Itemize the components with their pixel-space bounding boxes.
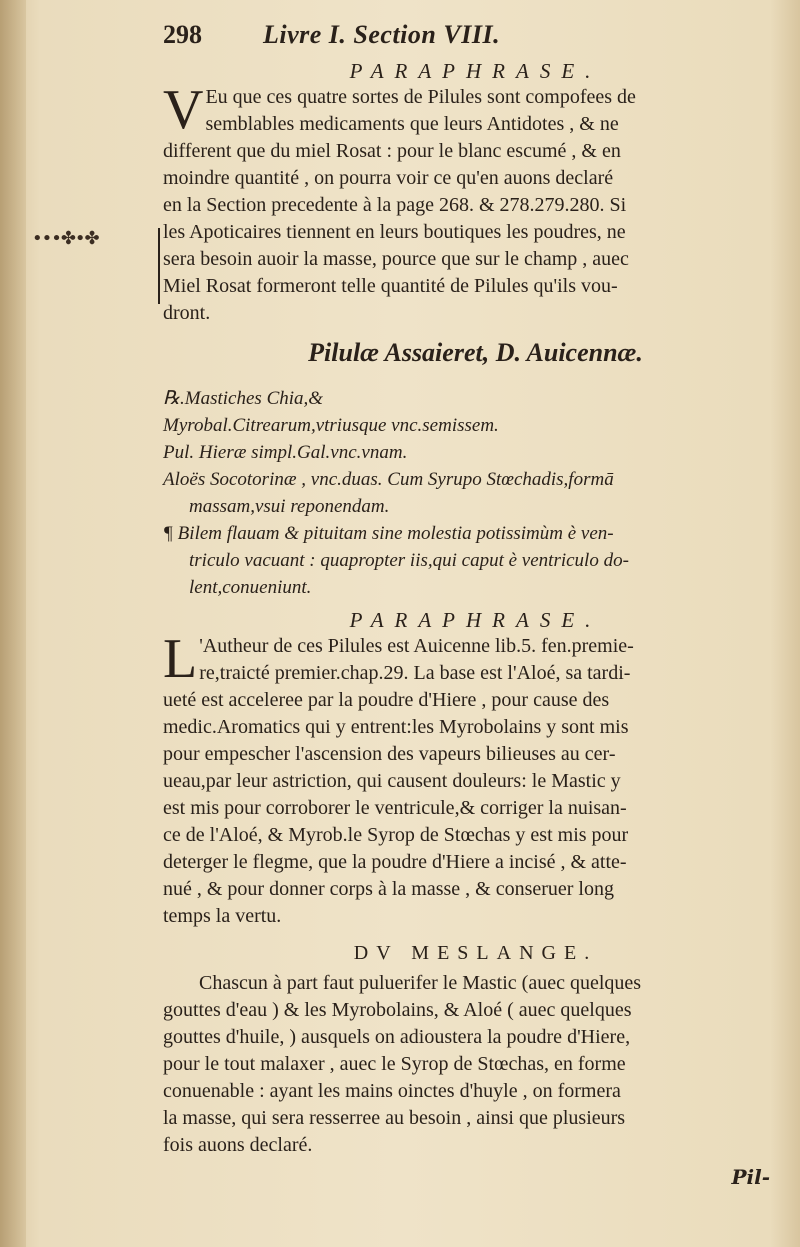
text-line: les Apoticaires tiennent en leurs boutiques les poudres, ne [163,221,626,243]
text-line: Miel Rosat formeront telle quantité de Pilules qu'ils vou- [163,275,618,297]
text-line: nué , & pour donner corps à la masse , & conseruer long [163,878,614,900]
text-column [163,20,788,1159]
text-line: est mis pour corroborer le ventricule,& corriger la nuisan- [163,797,627,819]
text-line: temps la vertu. [163,905,282,927]
text-line: Chascun à part faut puluerifer le Mastic (auec quelques [199,972,642,994]
meslange-body [163,970,788,1159]
page-number: 298 [163,20,202,49]
text-line: pour empescher l'ascension des vapeurs bilieuses au cer- [163,743,616,765]
page-header [163,20,788,56]
text-line: medic.Aromatics qui y entrent:les Myrobolains y sont mis [163,716,629,738]
text-line: dront. [163,302,211,324]
text-line: pour le tout malaxer , auec le Syrop de Stœchas, en forme [163,1053,626,1075]
recipe-line: Myrobal.Citrearum,vtriusque vnc.semissem. [163,415,499,436]
text-line: ueté est acceleree par la poudre d'Hiere , pour cause des [163,689,610,711]
text-line: gouttes d'huile, ) ausquels on adioustera la poudre d'Hiere, [163,1026,631,1048]
text-line: conuenable : ayant les mains oinctes d'huyle , on formera [163,1080,621,1102]
page-binding-shadow [0,0,26,1247]
text-line: Eu que ces quatre sortes de Pilules sont compofees de [205,86,636,108]
section-title-paraphrase-1: PARAPHRASE. [349,59,602,83]
catchword: Pil- [731,1165,770,1189]
running-head: Livre I. Section VIII. [263,20,501,49]
text-line: sera besoin auoir la masse, pource que sur le champ , auec [163,248,629,270]
text-line: 'Autheur de ces Pilules est Auicenne lib.5. fen.premie- [199,635,634,657]
text-line: fois auons declaré. [163,1134,313,1156]
text-line: ce de l'Aloé, & Myrob.le Syrop de Stœchas y est mis pour [163,824,629,846]
section-title-meslange: DV MESLANGE. [353,942,598,964]
margin-bracket [158,228,160,304]
text-line: moindre quantité , on pourra voir ce qu'en auons declaré [163,167,614,189]
text-line: la masse, qui sera resserree au besoin , ainsi que plusieurs [163,1107,626,1129]
text-line: ueau,par leur astriction, qui causent douleurs: le Mastic y [163,770,621,792]
paraphrase-2-body [163,628,788,930]
recipe-line: massam,vsui reponendam. [189,496,390,517]
recipe-line: Pul. Hieræ simpl.Gal.vnc.vnam. [163,442,408,463]
recipe-title: Pilulæ Assaieret, D. Auicennæ. [308,338,643,367]
margin-ornament: •••✤•✤ [32,228,99,249]
drop-cap: V [163,79,204,141]
recipe-note-line: ¶ Bilem flauam & pituitam sine molestia potissimùm è ven- [163,523,614,544]
text-line: deterger le flegme, que la poudre d'Hiere a incisé , & atte- [163,851,627,873]
text-line: en la Section precedente à la page 268. & 278.279.280. Si [163,194,627,216]
recipe-line: ℞.Mastiches Chia,& [163,388,324,409]
section-title-paraphrase-2: PARAPHRASE. [349,608,602,632]
recipe-note-line: triculo vacuant : quapropter iis,qui caput è ventriculo do- [189,550,629,571]
text-line: different que du miel Rosat : pour le blanc escumé , & en [163,140,621,162]
recipe-block [163,385,788,601]
text-line: semblables medicaments que leurs Antidotes , & ne [205,113,619,135]
text-line: re,traicté premier.chap.29. La base est l'Aloé, sa tardi- [199,662,631,684]
paraphrase-1-body [163,79,788,327]
recipe-line: Aloës Socotorinæ , vnc.duas. Cum Syrupo Stœchadis,formā [163,469,614,490]
drop-cap: L [163,628,198,690]
text-line: gouttes d'eau ) & les Myrobolains, & Aloé ( auec quelques [163,999,632,1021]
recipe-note-line: lent,conueniunt. [189,577,312,598]
